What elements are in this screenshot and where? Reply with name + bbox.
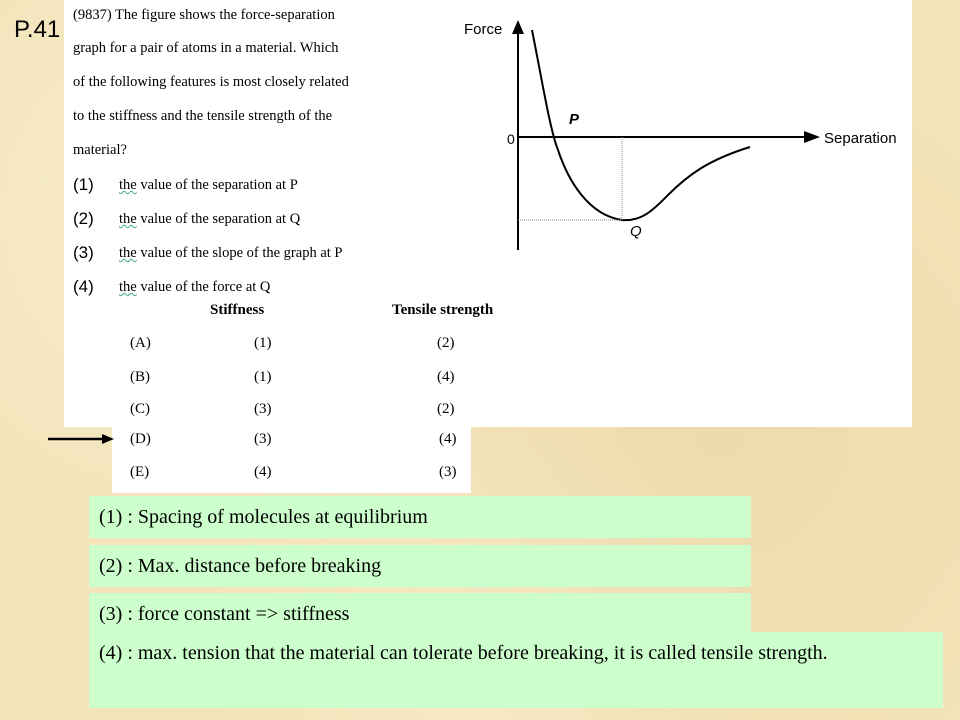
table-stiffness: (3)	[254, 401, 272, 417]
table-tensile: (4)	[439, 431, 457, 447]
table-letter: (C)	[130, 401, 150, 417]
y-axis-arrow-icon	[512, 20, 524, 34]
question-line: material?	[73, 142, 127, 158]
x-axis-label: Separation	[824, 130, 897, 147]
table-header-tensile: Tensile strength	[392, 302, 494, 318]
table-tensile: (2)	[437, 401, 455, 417]
option-lead: the	[119, 211, 137, 227]
force-curve	[532, 30, 750, 220]
note-2: (2) : Max. distance before breaking	[89, 545, 751, 587]
table-letter: (B)	[130, 369, 150, 385]
option-rest: value of the slope of the graph at P	[136, 245, 343, 261]
question-line: of the following features is most closely related	[73, 74, 349, 90]
option-number: (3)	[73, 243, 94, 262]
option-text	[119, 177, 298, 194]
slide-number: P.41	[14, 16, 61, 43]
option-lead: the	[119, 279, 137, 295]
table-letter: (A)	[130, 335, 151, 351]
note-4: (4) : max. tension that the material can tolerate before breaking, it is called tensile strength.	[89, 632, 943, 708]
option-rest: value of the separation at Q	[136, 211, 301, 227]
option-rest: value of the separation at P	[136, 177, 298, 193]
table-stiffness: (1)	[254, 335, 272, 351]
table-stiffness: (3)	[254, 431, 272, 447]
table-tensile: (2)	[437, 335, 455, 351]
question-line: to the stiffness and the tensile strength of the	[73, 108, 333, 124]
option-text	[119, 211, 300, 228]
point-p-label: P	[569, 111, 580, 128]
note-3: (3) : force constant => stiffness	[89, 593, 751, 635]
point-q-label: Q	[630, 223, 642, 240]
option-lead: the	[119, 177, 137, 193]
option-rest: value of the force at Q	[136, 279, 271, 295]
question-line: graph for a pair of atoms in a material. Which	[73, 40, 339, 56]
question-line: (9837) The figure shows the force-separation	[73, 7, 335, 23]
y-axis-label: Force	[464, 21, 503, 38]
table-stiffness: (4)	[254, 464, 272, 480]
option-text	[119, 279, 270, 296]
option-text	[119, 245, 342, 262]
scanned-question-continued	[112, 427, 471, 493]
table-header-stiffness: Stiffness	[210, 302, 265, 318]
answer-arrow-icon	[46, 432, 116, 446]
table-letter: (E)	[130, 464, 150, 480]
table-letter-selected: (D)	[130, 431, 151, 447]
option-lead: the	[119, 245, 137, 261]
force-separation-graph	[458, 10, 912, 270]
origin-label: 0	[507, 131, 515, 147]
option-number: (4)	[73, 277, 94, 296]
table-tensile: (4)	[437, 369, 455, 385]
option-number: (2)	[73, 209, 94, 228]
option-number: (1)	[73, 175, 94, 194]
note-1: (1) : Spacing of molecules at equilibrium	[89, 496, 751, 538]
table-tensile: (3)	[439, 464, 457, 480]
table-stiffness: (1)	[254, 369, 272, 385]
x-axis-arrow-icon	[804, 131, 820, 143]
